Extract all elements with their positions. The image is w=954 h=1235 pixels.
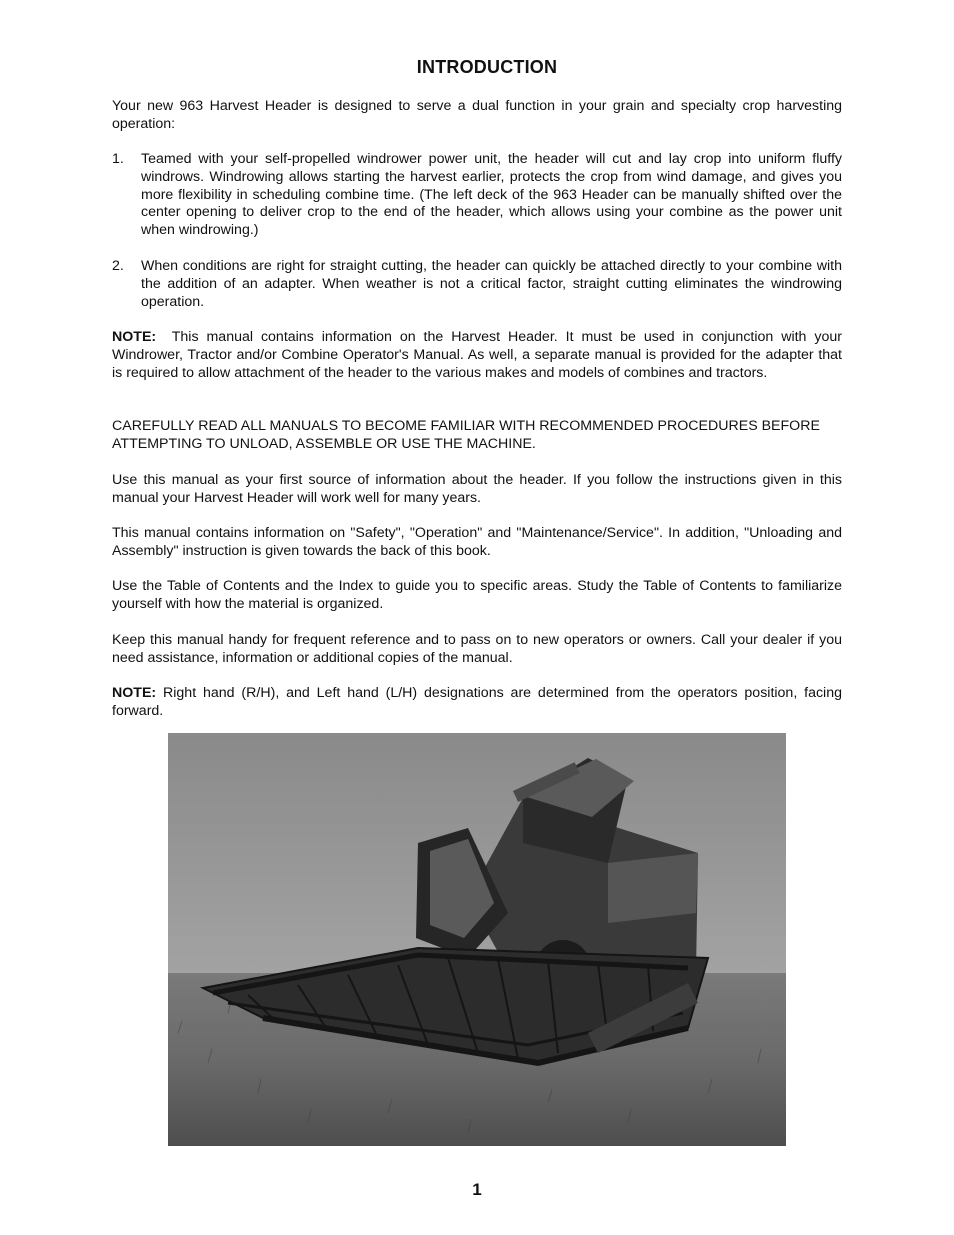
- note-paragraph-1: [112, 329, 842, 382]
- caution-paragraph: CAREFULLY READ ALL MANUALS TO BECOME FAMILIAR WITH RECOMMENDED PROCEDURES BEFORE ATTEMPTING TO UNLOAD, ASSEMBLE OR USE THE MACHINE.: [112, 418, 820, 452]
- note-text: Right hand (R/H), and Left hand (L/H) designations are determined from the operators position, facing forward.: [112, 685, 842, 719]
- list-item-2-number: 2.: [112, 258, 124, 274]
- toc-paragraph: Use the Table of Contents and the Index to guide you to specific areas. Study the Table of Contents to familiarize yourself with how the material is organized.: [112, 578, 842, 612]
- page-number: 1: [472, 1180, 482, 1199]
- intro-paragraph: Your new 963 Harvest Header is designed to serve a dual function in your grain and specialty crop harvesting operation:: [112, 98, 842, 132]
- note-label: NOTE:: [112, 329, 157, 345]
- handy-paragraph: Keep this manual handy for frequent reference and to pass on to new operators or owners. Call your dealer if you need assistance, information or additional copies of the manual.: [112, 632, 842, 666]
- page-title: INTRODUCTION: [416, 57, 558, 77]
- source-paragraph: Use this manual as your first source of information about the header. If you follow the instructions given in this manual your Harvest Header will work well for many years.: [112, 472, 842, 506]
- list-item-1-number: 1.: [112, 151, 124, 167]
- note-label: NOTE:: [112, 685, 157, 701]
- note-text: This manual contains information on the Harvest Header. It must be used in conjunction with your Windrower, Tractor and/or Combine Operator's Manual. As well, a separate manual is provided for the adapter that is required to allow attachment of the header to the various makes and models of combines and tractors.: [112, 329, 842, 381]
- combine-with-header-photo: [168, 733, 786, 1146]
- list-item-1-text: Teamed with your self-propelled windrower power unit, the header will cut and lay crop into uniform fluffy windrows. Windrowing allows starting the harvest earlier, protects the crop from wind damage, and gives you more flexibility in scheduling combine time. (The left deck of the 963 Header can be manually shifted over the center opening to deliver crop to the end of the header, which allows using your combine as the power unit when windrowing.): [141, 151, 842, 239]
- list-item-2-text: When conditions are right for straight cutting, the header can quickly be attached directly to your combine with the addition of an adapter. When weather is not a critical factor, straight cutting eliminates the windrowing operation.: [141, 258, 842, 310]
- note-paragraph-2: [112, 685, 842, 721]
- contents-paragraph: This manual contains information on "Safety", "Operation" and "Maintenance/Service". In addition, "Unloading and Assembly" instruction is given towards the back of this book.: [112, 525, 842, 559]
